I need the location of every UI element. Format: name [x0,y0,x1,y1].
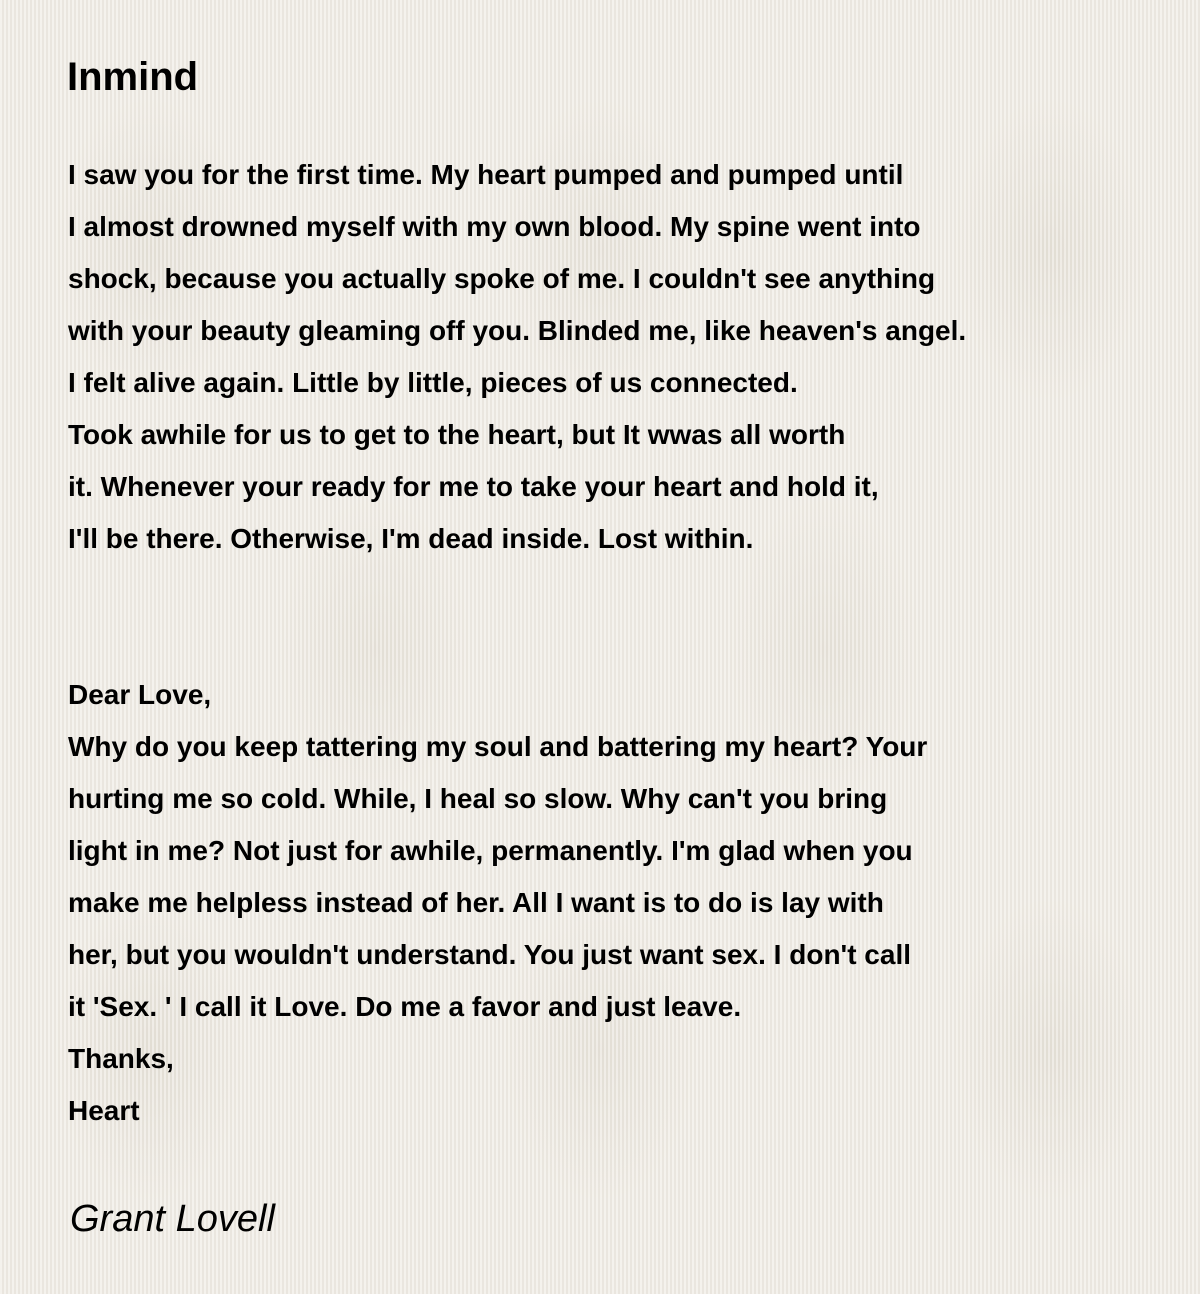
poem-line: I felt alive again. Little by little, pieces of us connected. [68,367,798,398]
poem-author: Grant Lovell [70,1198,275,1240]
poem-line: her, but you wouldn't understand. You just want sex. I don't call [68,939,912,970]
poem-body [68,149,1168,1137]
poem-line: Took awhile for us to get to the heart, but It wwas all worth [68,419,846,450]
poem-line: make me helpless instead of her. All I want is to do is lay with [68,887,884,918]
poem-title: Inmind [67,55,199,99]
poem-line: I'll be there. Otherwise, I'm dead inside. Lost within. [68,523,754,554]
poem-line: Dear Love, [68,679,212,710]
poem-line: light in me? Not just for awhile, permanently. I'm glad when you [68,835,913,866]
poem-line: hurting me so cold. While, I heal so slow. Why can't you bring [68,783,888,814]
poem-line: Heart [68,1095,140,1126]
poem-line: I saw you for the first time. My heart pumped and pumped until [68,159,904,190]
poem-line: it. Whenever your ready for me to take your heart and hold it, [68,471,879,502]
stanza-break [68,565,1168,617]
poem-line: with your beauty gleaming off you. Blinded me, like heaven's angel. [68,315,967,346]
stanza-break [68,617,1168,669]
poem-line: shock, because you actually spoke of me. I couldn't see anything [68,263,936,294]
poem-line: Why do you keep tattering my soul and battering my heart? Your [68,731,928,762]
poem-line: it 'Sex. ' I call it Love. Do me a favor and just leave. [68,991,742,1022]
poem-line: I almost drowned myself with my own blood. My spine went into [68,211,921,242]
poem-line: Thanks, [68,1043,174,1074]
